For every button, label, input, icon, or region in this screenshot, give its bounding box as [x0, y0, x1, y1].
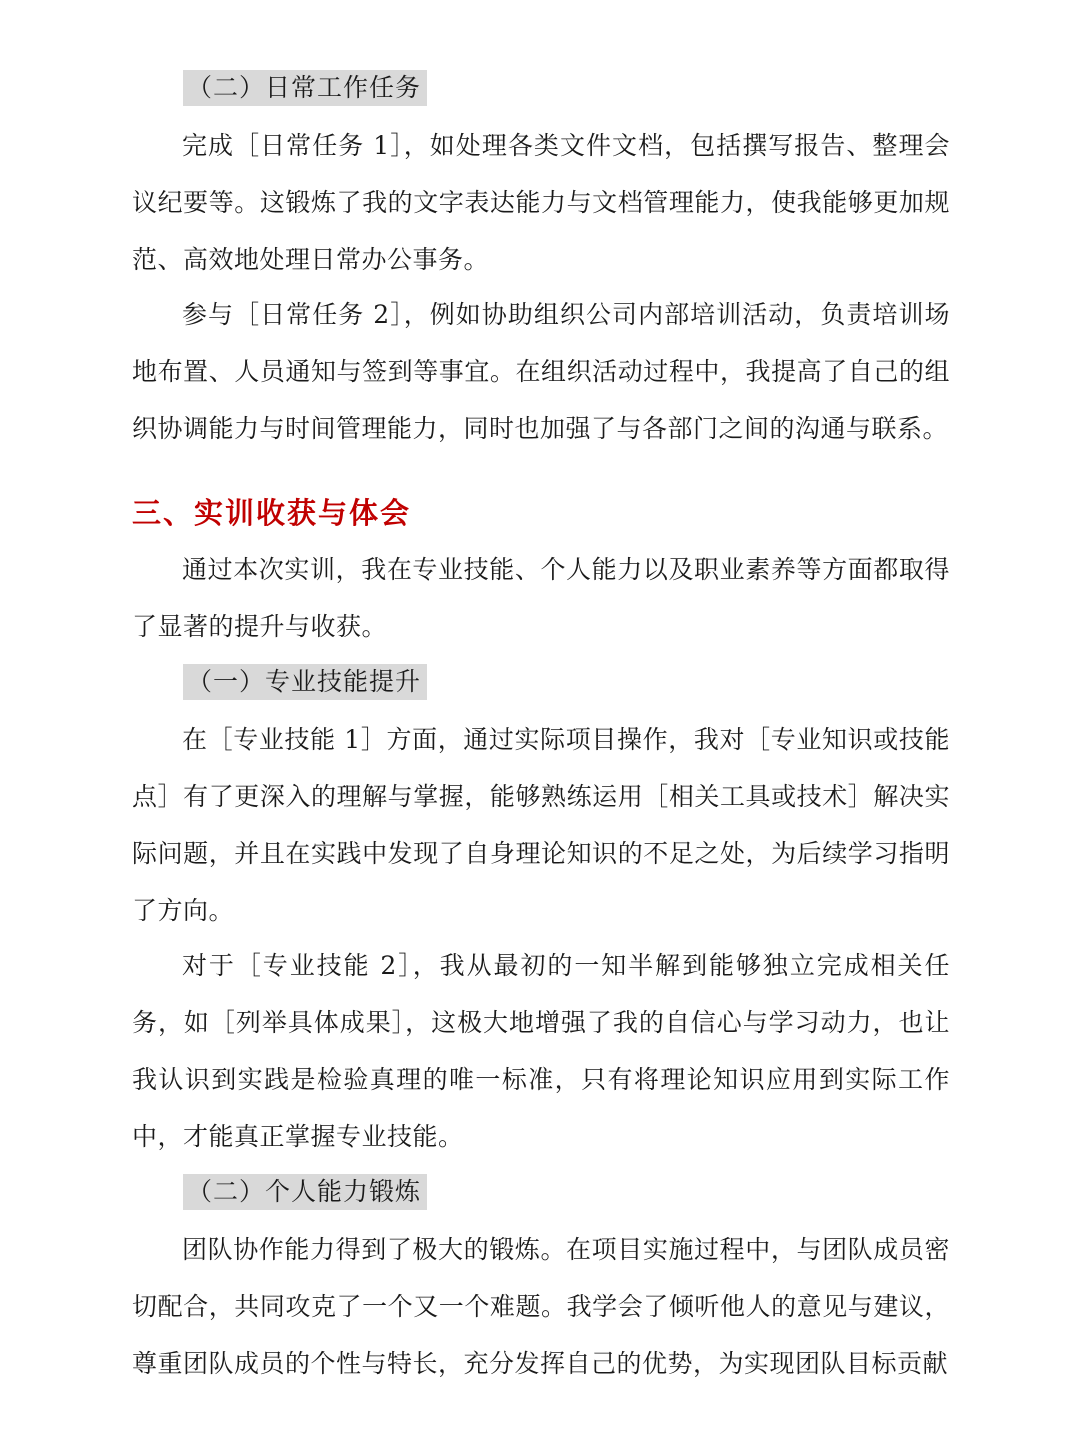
subheading-personal-abilities: （二）个人能力锻炼 [183, 1174, 427, 1210]
paragraph-skill-2: 对于［专业技能 2］，我从最初的一知半解到能够独立完成相关任务，如［列举具体成果］，这极大地增强了我的自信心与学习动力，也让我认识到实践是检验真理的唯一标准，只有将理论知识应用到实际工作中，才能真正掌握专业技能。 [132, 951, 950, 1151]
paragraph-daily-task-2: 参与［日常任务 2］，例如协助组织公司内部培训活动，负责培训场地布置、人员通知与签到等事宜。在组织活动过程中，我提高了自己的组织协调能力与时间管理能力，同时也加强了与各部门之间的沟通与联系。 [132, 300, 950, 443]
paragraph-skill-1: 在［专业技能 1］方面，通过实际项目操作，我对［专业知识或技能点］有了更深入的理解与掌握，能够熟练运用［相关工具或技术］解决实际问题，并且在实践中发现了自身理论知识的不足之处，为后续学习指明了方向。 [132, 725, 950, 925]
paragraph-intro: 通过本次实训，我在专业技能、个人能力以及职业素养等方面都取得了显著的提升与收获。 [132, 555, 950, 641]
paragraph-daily-task-1: 完成［日常任务 1］，如处理各类文件文档，包括撰写报告、整理会议纪要等。这锻炼了我的文字表达能力与文档管理能力，使我能够更加规范、高效地处理日常办公事务。 [132, 131, 950, 274]
section-title-gains: 三、实训收获与体会 [132, 496, 412, 530]
paragraph-personal-1: 团队协作能力得到了极大的锻炼。在项目实施过程中，与团队成员密切配合，共同攻克了一个又一个难题。我学会了倾听他人的意见与建议，尊重团队成员的个性与特长，充分发挥自己的优势，为实现团队目标贡献 [132, 1235, 950, 1378]
subheading-professional-skills: （一）专业技能提升 [183, 664, 427, 700]
subheading-daily-tasks: （二）日常工作任务 [183, 70, 427, 106]
